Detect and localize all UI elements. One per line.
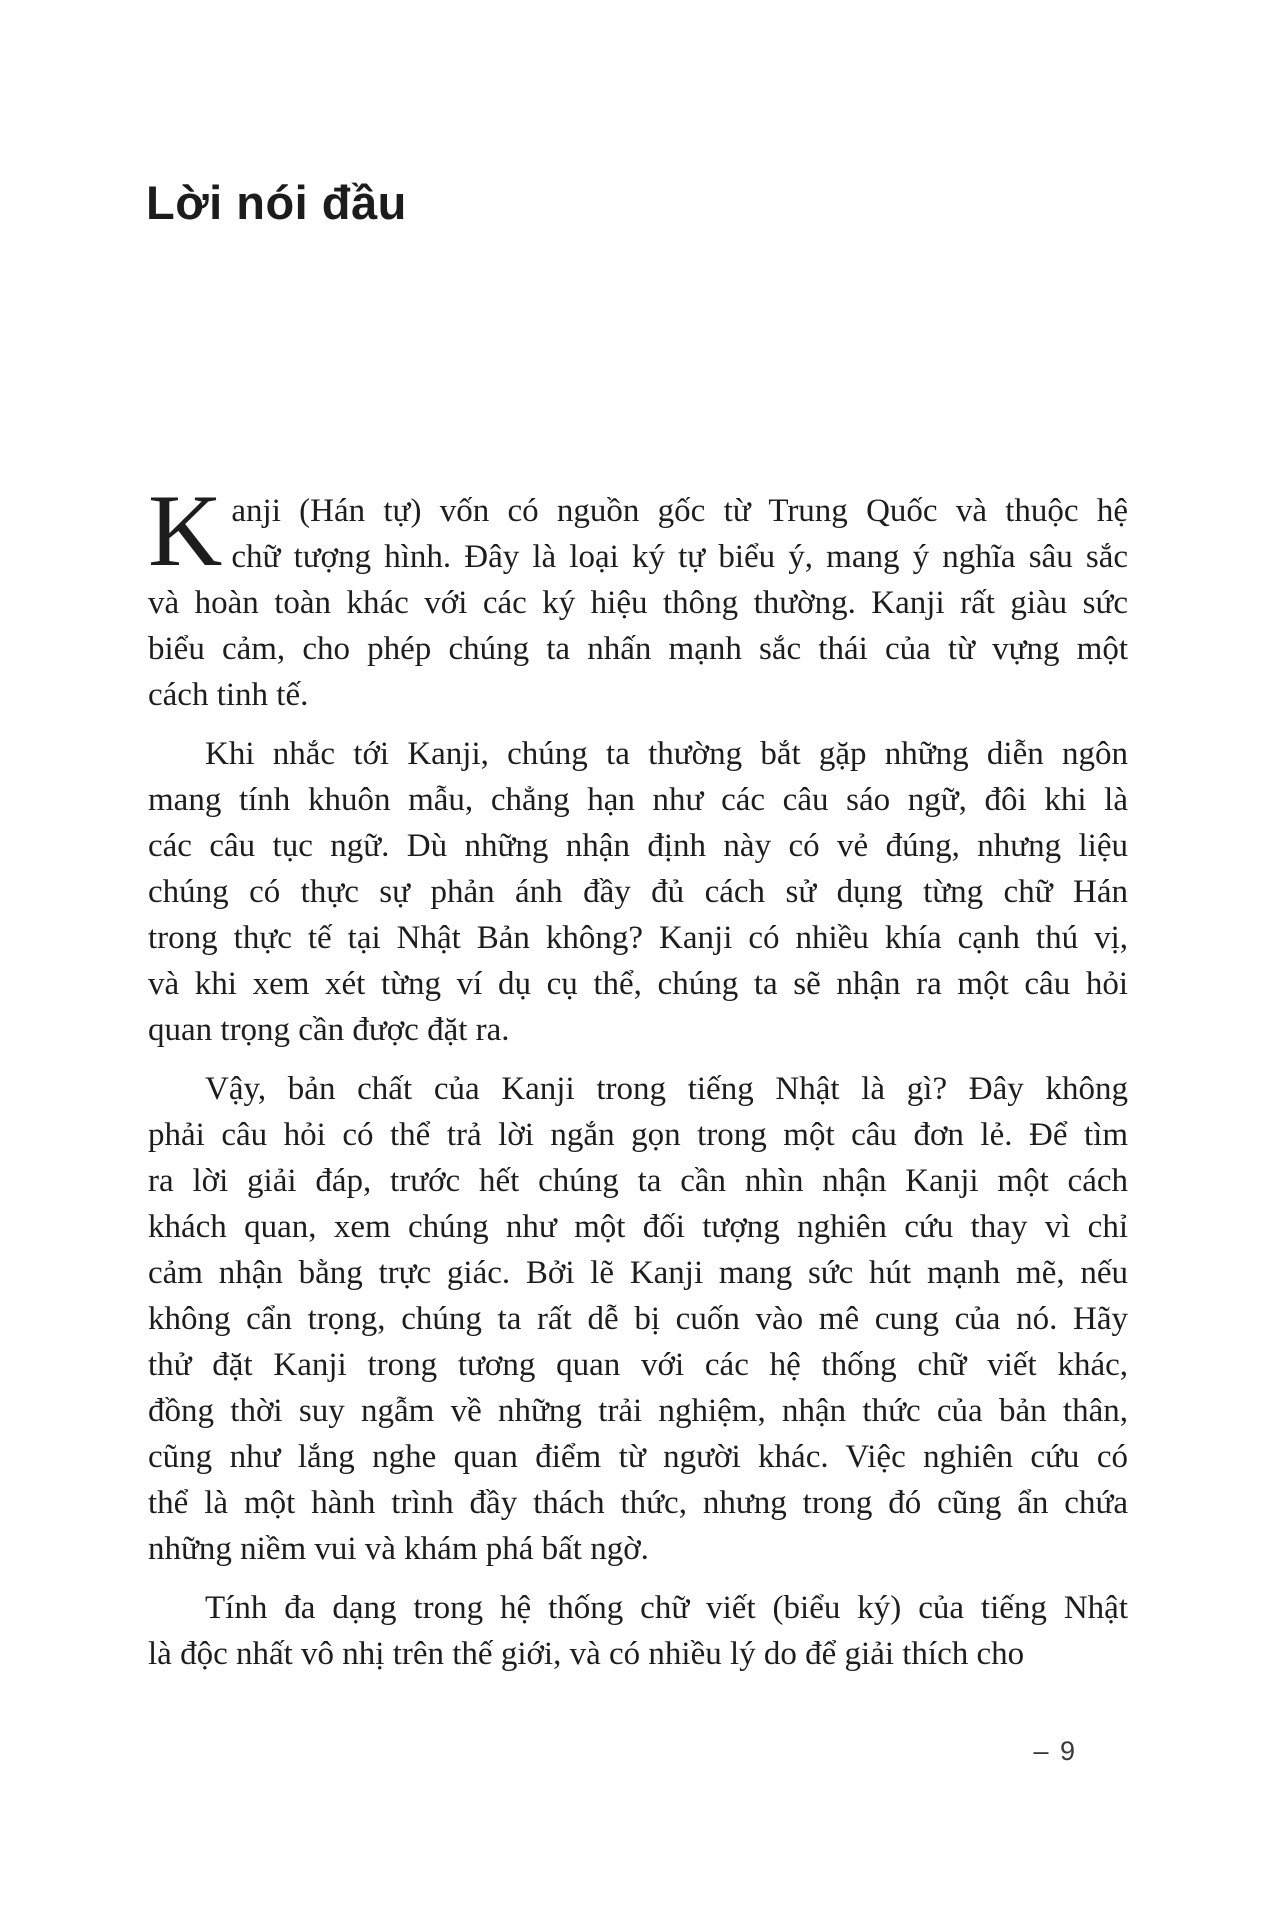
text-line: không cẩn trọng, chúng ta rất dễ bị cuốn vào mê cung của nó. Hãy <box>148 1301 1128 1337</box>
text-line: khách quan, xem chúng như một đối tượng nghiên cứu thay vì chỉ <box>148 1209 1128 1245</box>
text-line: các câu tục ngữ. Dù những nhận định này có vẻ đúng, nhưng liệu <box>148 828 1128 864</box>
text-line: trong thực tế tại Nhật Bản không? Kanji có nhiều khía cạnh thú vị, <box>148 920 1128 956</box>
drop-cap: K <box>148 474 223 588</box>
text-line: mang tính khuôn mẫu, chẳng hạn như các câu sáo ngữ, đôi khi là <box>148 782 1128 818</box>
paragraph <box>148 731 1128 1053</box>
text-line: Tính đa dạng trong hệ thống chữ viết (biểu ký) của tiếng Nhật <box>205 1590 1128 1626</box>
text-line: chữ tượng hình. Đây là loại ký tự biểu ý, mang ý nghĩa sâu sắc <box>231 539 1128 575</box>
paragraph <box>148 1066 1128 1572</box>
text-line: biểu cảm, cho phép chúng ta nhấn mạnh sắc thái của từ vựng một <box>148 631 1128 667</box>
text-line: và hoàn toàn khác với các ký hiệu thông thường. Kanji rất giàu sức <box>148 585 1128 621</box>
text-line: Vậy, bản chất của Kanji trong tiếng Nhật là gì? Đây không <box>205 1071 1128 1107</box>
text-line: chúng có thực sự phản ánh đầy đủ cách sử dụng từng chữ Hán <box>148 874 1128 910</box>
text-line: cảm nhận bằng trực giác. Bởi lẽ Kanji mang sức hút mạnh mẽ, nếu <box>148 1255 1128 1291</box>
page-number: – 9 <box>1033 1736 1077 1766</box>
text-line: đồng thời suy ngẫm về những trải nghiệm, nhận thức của bản thân, <box>148 1393 1128 1429</box>
text-line: anji (Hán tự) vốn có nguồn gốc từ Trung Quốc và thuộc hệ <box>231 493 1128 529</box>
text-line: là độc nhất vô nhị trên thế giới, và có nhiều lý do để giải thích cho <box>148 1636 1025 1672</box>
text-line: cách tinh tế. <box>148 677 309 713</box>
text-line: ra lời giải đáp, trước hết chúng ta cần nhìn nhận Kanji một cách <box>148 1163 1128 1199</box>
paragraph <box>148 474 1128 718</box>
text-line: và khi xem xét từng ví dụ cụ thể, chúng ta sẽ nhận ra một câu hỏi <box>148 966 1128 1002</box>
text-line: Khi nhắc tới Kanji, chúng ta thường bắt gặp những diễn ngôn <box>205 736 1128 772</box>
text-line: quan trọng cần được đặt ra. <box>148 1012 510 1048</box>
text-line: cũng như lắng nghe quan điểm từ người khác. Việc nghiên cứu có <box>148 1439 1128 1475</box>
text-line: thử đặt Kanji trong tương quan với các hệ thống chữ viết khác, <box>148 1347 1128 1383</box>
paragraph <box>148 1585 1128 1677</box>
text-line: thể là một hành trình đầy thách thức, nhưng trong đó cũng ẩn chứa <box>148 1485 1128 1521</box>
body-text <box>148 474 1128 1690</box>
page-title: Lời nói đầu <box>146 176 407 229</box>
text-line: phải câu hỏi có thể trả lời ngắn gọn trong một câu đơn lẻ. Để tìm <box>148 1117 1128 1153</box>
text-line: những niềm vui và khám phá bất ngờ. <box>148 1531 649 1567</box>
